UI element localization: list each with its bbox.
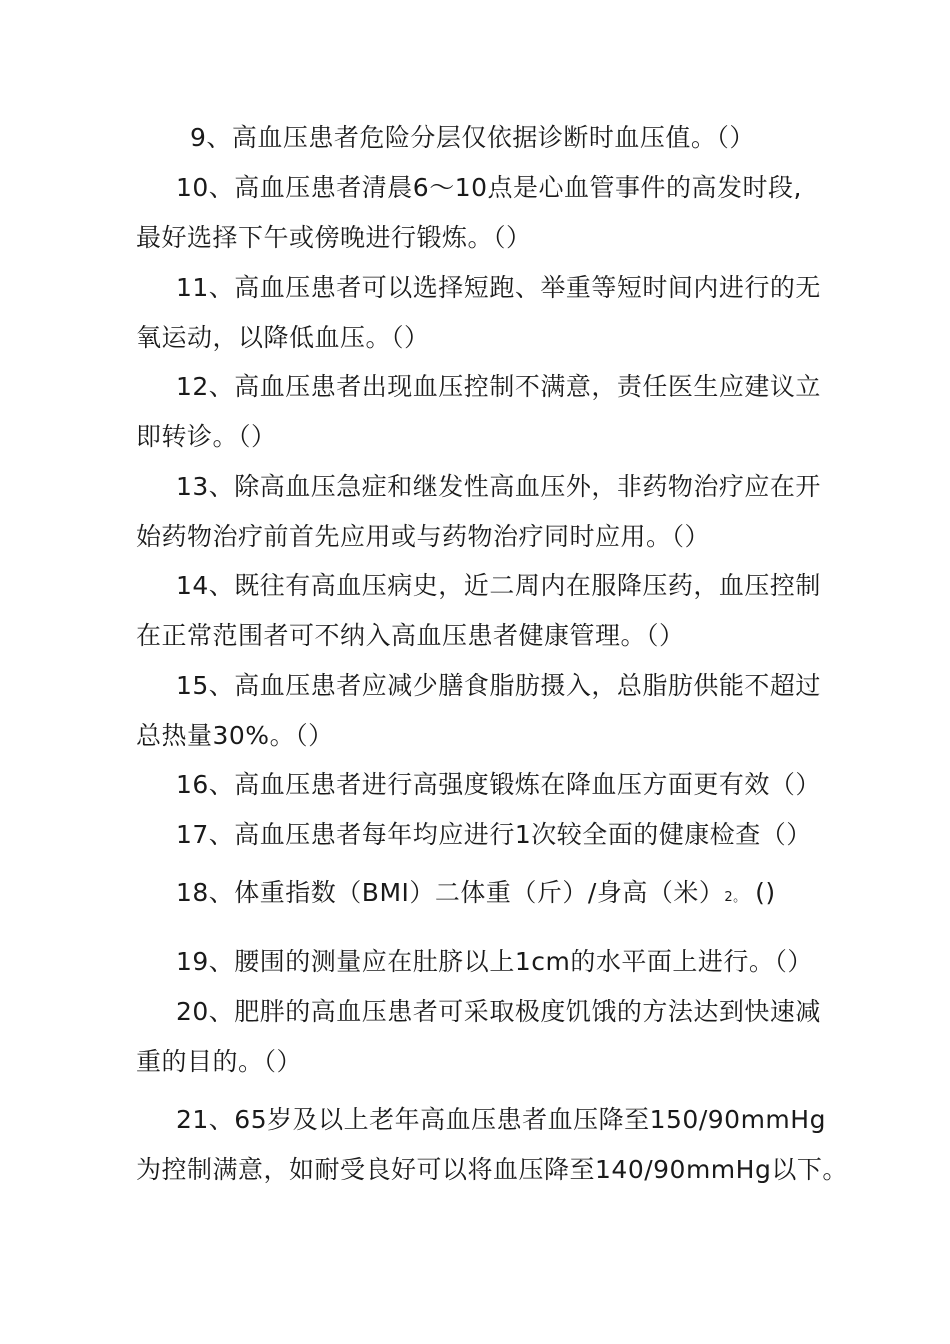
question-11-line1: 11、高血压患者可以选择短跑、举重等短时间内进行的无 bbox=[176, 273, 821, 302]
question-21-line1: 21、65岁及以上老年高血压患者血压降至150/90mmHg bbox=[176, 1105, 826, 1134]
question-18-answer-slot: () bbox=[746, 878, 776, 907]
question-16: 16、高血压患者进行高强度锻炼在降血压方面更有效（） bbox=[176, 770, 821, 799]
question-18 bbox=[176, 876, 776, 915]
question-11-line2: 氧运动，以降低血压。（） bbox=[136, 323, 430, 352]
question-20-line2: 重的目的。（） bbox=[136, 1047, 303, 1076]
question-14-line2: 在正常范围者可不纳入高血压患者健康管理。（） bbox=[136, 621, 685, 650]
question-10-line1: 10、高血压患者清晨6〜10点是心血管事件的高发时段, bbox=[176, 173, 802, 202]
question-12-line2: 即转诊。（） bbox=[136, 422, 277, 451]
question-21-line2: 为控制满意，如耐受良好可以将血压降至140/90mmHg以下。 bbox=[136, 1155, 848, 1184]
question-15-line2: 总热量30%。（） bbox=[136, 721, 334, 750]
question-20-line1: 20、肥胖的高血压患者可采取极度饥饿的方法达到快速减 bbox=[176, 997, 821, 1026]
question-14-line1: 14、既往有高血压病史，近二周内在服降压药，血压控制 bbox=[176, 571, 821, 600]
question-10-line2: 最好选择下午或傍晚进行锻炼。（） bbox=[136, 223, 532, 252]
question-9: 9、高血压患者危险分层仅依据诊断时血压值。（） bbox=[190, 123, 755, 152]
question-18-superscript: 2。 bbox=[724, 890, 747, 905]
question-17: 17、高血压患者每年均应进行1次较全面的健康检查（） bbox=[176, 820, 812, 849]
question-19: 19、腰围的测量应在肚脐以上1cm的水平面上进行。（） bbox=[176, 947, 813, 976]
question-18-text: 18、体重指数（BMI）二体重（斤）/身高（米） bbox=[176, 878, 725, 907]
question-12-line1: 12、高血压患者出现血压控制不满意，责任医生应建议立 bbox=[176, 372, 821, 401]
question-15-line1: 15、高血压患者应减少膳食脂肪摄入，总脂肪供能不超过 bbox=[176, 671, 821, 700]
question-13-line1: 13、除高血压急症和继发性高血压外，非药物治疗应在开 bbox=[176, 472, 821, 501]
question-13-line2: 始药物治疗前首先应用或与药物治疗同时应用。（） bbox=[136, 522, 711, 551]
